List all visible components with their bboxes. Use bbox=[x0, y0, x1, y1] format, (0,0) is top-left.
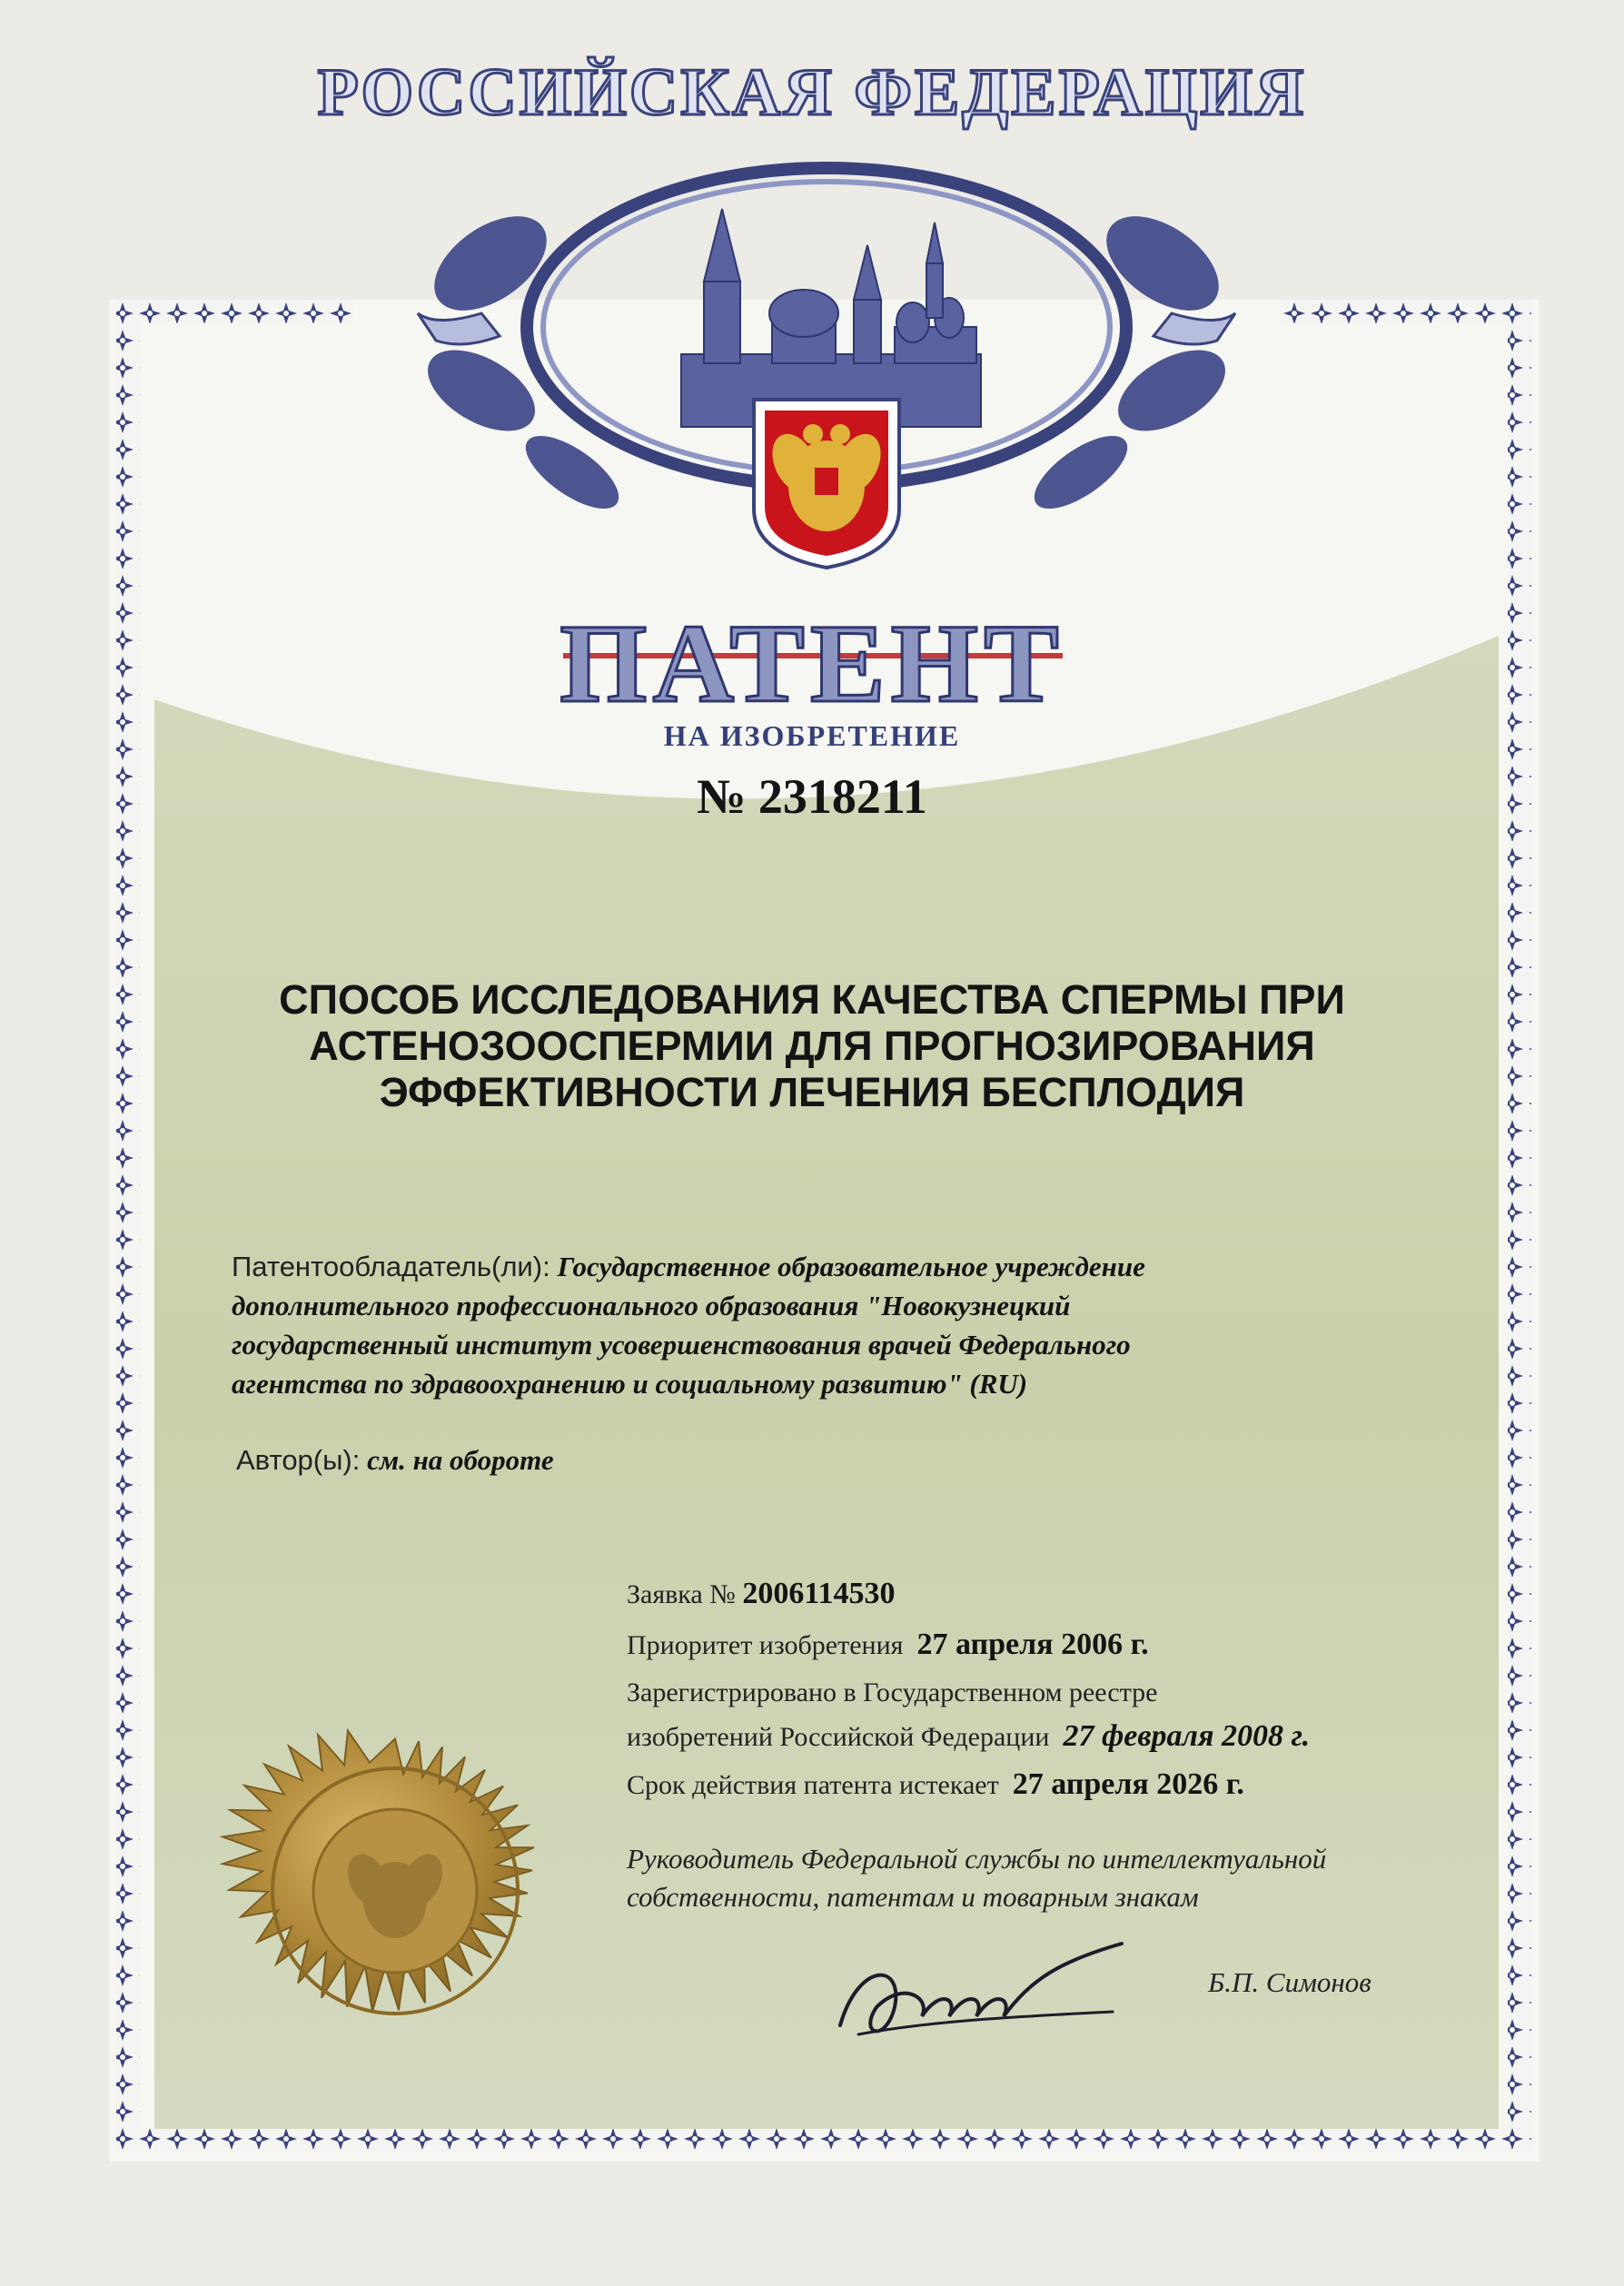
border-top-left bbox=[116, 300, 354, 323]
holder-name-line: Государственное образовательное учреждение bbox=[557, 1251, 1145, 1282]
application-row bbox=[627, 1577, 896, 1611]
invention-title-line: АСТЕНОЗООСПЕРМИИ ДЛЯ ПРОГНОЗИРОВАНИЯ bbox=[309, 1023, 1315, 1069]
registered-label-line: Зарегистрировано в Государственном реестре bbox=[627, 1677, 1158, 1707]
holder-name-line: дополнительного профессионального образования "Новокузнецкий bbox=[232, 1290, 1071, 1321]
priority-row bbox=[627, 1628, 1149, 1662]
application-number: 2006114530 bbox=[742, 1577, 896, 1610]
invention-title-line: СПОСОБ ИССЛЕДОВАНИЯ КАЧЕСТВА СПЕРМЫ ПРИ bbox=[279, 976, 1345, 1023]
document-subtype: НА ИЗОБРЕТЕНИЕ bbox=[663, 719, 961, 752]
border-left bbox=[116, 300, 140, 2152]
registered-date: 27 февраля 2008 г. bbox=[1063, 1719, 1311, 1753]
signatory-position-line: Руководитель Федеральной службы по интеллектуальной bbox=[627, 1843, 1327, 1875]
patent-number: № 2318211 bbox=[697, 769, 927, 824]
holder-label: Патентообладатель(ли): bbox=[232, 1251, 550, 1282]
handwritten-signature bbox=[822, 1925, 1149, 2062]
invention-title-line: ЭФФЕКТИВНОСТИ ЛЕЧЕНИЯ БЕСПЛОДИЯ bbox=[379, 1069, 1245, 1115]
country-name: РОССИЙСКАЯ ФЕДЕРАЦИЯ bbox=[317, 55, 1307, 130]
expiry-row bbox=[627, 1767, 1244, 1802]
border-bottom bbox=[116, 2129, 1531, 2152]
author-label: Автор(ы): bbox=[236, 1444, 361, 1476]
priority-date: 27 апреля 2006 г. bbox=[916, 1628, 1149, 1661]
application-label: Заявка № bbox=[627, 1579, 736, 1609]
registered-row bbox=[627, 1719, 1310, 1754]
priority-label: Приоритет изобретения bbox=[627, 1630, 904, 1660]
border-right bbox=[1508, 300, 1531, 2152]
registered-label: изобретений Российской Федерации bbox=[627, 1722, 1050, 1752]
signatory-position-line: собственности, патентам и товарным знакам bbox=[627, 1881, 1199, 1913]
holder-name-line: государственный институт усовершенствования врачей Федерального bbox=[232, 1329, 1131, 1361]
expiry-date: 27 апреля 2026 г. bbox=[1012, 1767, 1244, 1801]
document-type: ПАТЕНТ bbox=[559, 601, 1065, 726]
expiry-label: Срок действия патента истекает bbox=[627, 1770, 999, 1800]
signatory-position bbox=[627, 1840, 1499, 1916]
gold-seal bbox=[204, 1698, 586, 2080]
holder-name-line: агентства по здравоохранению и социальному развитию" (RU) bbox=[232, 1368, 1028, 1400]
signer-name: Б.П. Симонов bbox=[1208, 1966, 1371, 1998]
kremlin-emblem bbox=[381, 145, 1272, 572]
invention-title bbox=[173, 976, 1451, 1115]
border-top-right bbox=[1281, 300, 1531, 323]
patent-holder bbox=[232, 1247, 1440, 1403]
author-value: см. на обороте bbox=[367, 1444, 554, 1476]
author-line bbox=[236, 1444, 554, 1477]
